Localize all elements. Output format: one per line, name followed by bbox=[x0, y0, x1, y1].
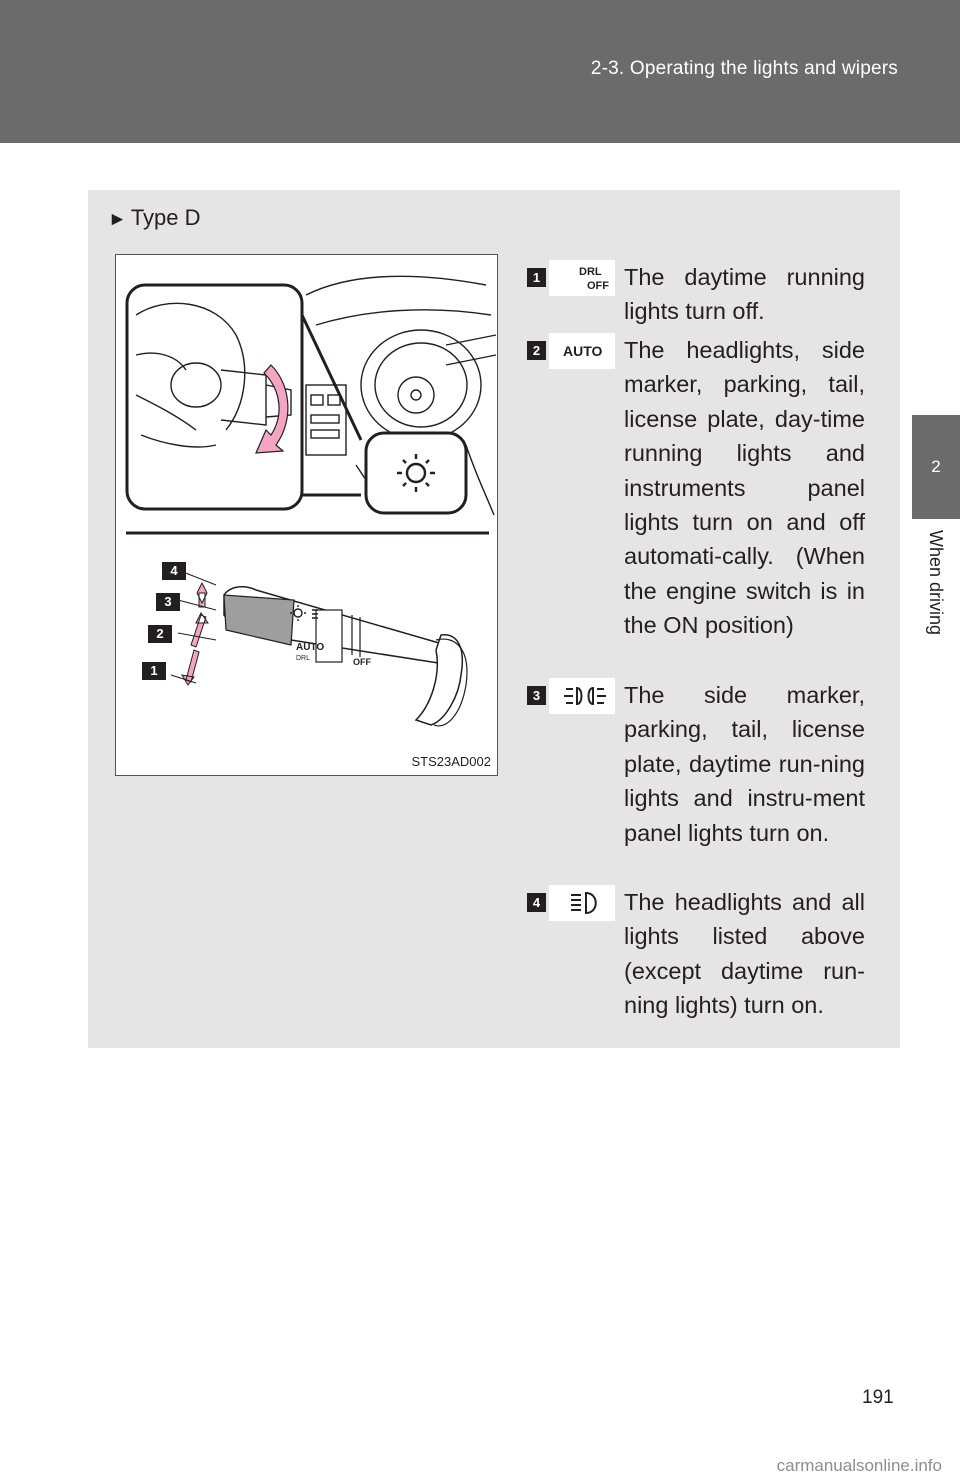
watermark: carmanualsonline.info bbox=[776, 1456, 942, 1475]
chapter-label bbox=[916, 530, 956, 660]
svg-text:OFF: OFF bbox=[587, 280, 609, 292]
side-marker-lights-icon bbox=[549, 678, 615, 714]
item-description: The headlights and all lights listed above (except daytime run-ning lights) turn on. bbox=[624, 889, 865, 1019]
svg-text:AUTO: AUTO bbox=[563, 343, 603, 359]
lever-auto-text: AUTO bbox=[296, 642, 325, 653]
figure-code: STS23AD002 bbox=[411, 754, 491, 769]
figure-callout-1: 1 bbox=[142, 662, 166, 680]
lever-off-text: OFF bbox=[353, 657, 371, 667]
figure-callout-2: 2 bbox=[148, 625, 172, 643]
figure-callout-3: 3 bbox=[156, 593, 180, 611]
item-number: 3 bbox=[527, 686, 546, 705]
page-header bbox=[0, 0, 960, 143]
lever-drl-text: DRL bbox=[296, 655, 311, 662]
item-description: The daytime running lights turn off. bbox=[624, 264, 865, 325]
item-number: 2 bbox=[527, 341, 546, 360]
light-symbol-inset bbox=[366, 433, 466, 513]
type-heading-text: Type D bbox=[130, 205, 201, 230]
auto-icon bbox=[549, 333, 615, 369]
item-number: 4 bbox=[527, 893, 546, 912]
figure-callout-4: 4 bbox=[162, 562, 186, 580]
hand-inset bbox=[127, 285, 361, 509]
section-title: 2-3. Operating the lights and wipers bbox=[590, 58, 898, 79]
svg-text:DRL: DRL bbox=[579, 266, 602, 278]
headlights-icon bbox=[549, 885, 615, 921]
drl-off-icon bbox=[549, 260, 615, 296]
headlight-lever bbox=[224, 587, 467, 726]
figure-illustration bbox=[116, 255, 498, 776]
item-description: The headlights, side marker, parking, tail, license plate, day-time running lights and instruments panel lights turn on and off automati-cally. (When the engine switch is in the ON position) bbox=[624, 337, 865, 639]
triangle-marker-icon: ► bbox=[108, 209, 127, 230]
headlight-switch-figure bbox=[115, 254, 498, 776]
item-number: 1 bbox=[527, 268, 546, 287]
chapter-tab bbox=[912, 415, 960, 519]
item-description: The side marker, parking, tail, license plate, daytime run-ning lights and instru-ment panel lights turn on. bbox=[624, 682, 865, 846]
chapter-number: 2 bbox=[931, 457, 941, 476]
type-heading bbox=[108, 205, 201, 231]
chapter-label-text: When driving bbox=[926, 530, 946, 636]
page-number: 191 bbox=[862, 1387, 894, 1408]
